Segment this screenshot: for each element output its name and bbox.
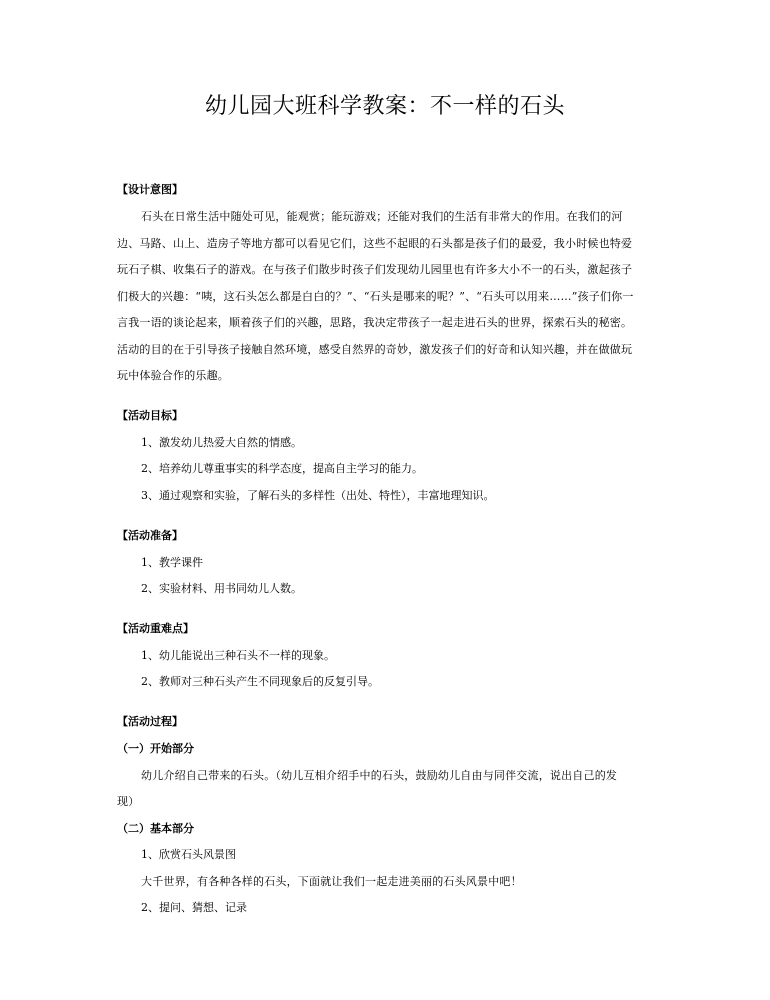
paragraph-line: 言我一语的谈论起来，顺着孩子们的兴趣，思路，我决定带孩子一起走进石头的世界，探索石头的秘密。: [117, 316, 633, 329]
subheading-basic: （二）基本部分: [117, 822, 194, 835]
heading-goals: 【活动目标】: [117, 409, 183, 422]
document-title: 幼儿园大班科学教案：不一样的石头: [204, 94, 565, 119]
paragraph-line: 石头在日常生活中随处可见，能观赏；能玩游戏；还能对我们的生活有非常大的作用。在我们的河: [141, 210, 623, 223]
paragraph-line: 玩中体验合作的乐趣。: [117, 369, 229, 382]
paragraph-line: 活动的目的在于引导孩子接触自然环境，感受自然界的奇妙，激发孩子们的好奇和认知兴趣，并在做做玩: [117, 343, 633, 356]
paragraph-line: 大千世界，有各种各样的石头，下面就让我们一起走进美丽的石头风景中吧！: [141, 875, 522, 888]
paragraph-line: 现）: [117, 795, 140, 808]
list-item: 2、提问、猜想、记录: [141, 901, 247, 914]
list-item: 2、培养幼儿尊重事实的科学态度，提高自主学习的能力。: [141, 462, 423, 475]
list-item: 1、激发幼儿热爱大自然的情感。: [141, 436, 302, 449]
list-item: 1、教学课件: [141, 556, 203, 569]
list-item: 1、幼儿能说出三种石头不一样的现象。: [141, 649, 335, 662]
heading-process: 【活动过程】: [117, 715, 183, 728]
list-item: 2、实验材料、用书同幼儿人数。: [141, 582, 302, 595]
paragraph-line: 边、马路、山上、造房子等地方都可以看见它们，这些不起眼的石头都是孩子们的最爱，我小时候也特爱: [117, 237, 633, 250]
subheading-start: （一）开始部分: [117, 742, 194, 755]
list-item: 2、教师对三种石头产生不同现象后的反复引导。: [141, 675, 379, 688]
list-item: 1、欣赏石头风景图: [141, 848, 236, 861]
paragraph-line: 幼儿介绍自己带来的石头。（幼儿互相介绍手中的石头，鼓励幼儿自由与同伴交流，说出自己的发: [141, 769, 618, 782]
list-item: 3、通过观察和实验，了解石头的多样性（出处、特性），丰富地理知识。: [141, 489, 495, 502]
heading-key-points: 【活动重难点】: [117, 622, 194, 635]
heading-preparation: 【活动准备】: [117, 529, 183, 542]
paragraph-line: 们极大的兴趣：“咦，这石头怎么都是白白的？”、“石头是哪来的呢？”、“石头可以用来……”孩子们你一: [117, 290, 634, 303]
heading-design-intent: 【设计意图】: [117, 183, 183, 196]
paragraph-line: 玩石子棋、收集石子的游戏。在与孩子们散步时孩子们发现幼儿园里也有许多大小不一的石头，激起孩子: [117, 263, 633, 276]
